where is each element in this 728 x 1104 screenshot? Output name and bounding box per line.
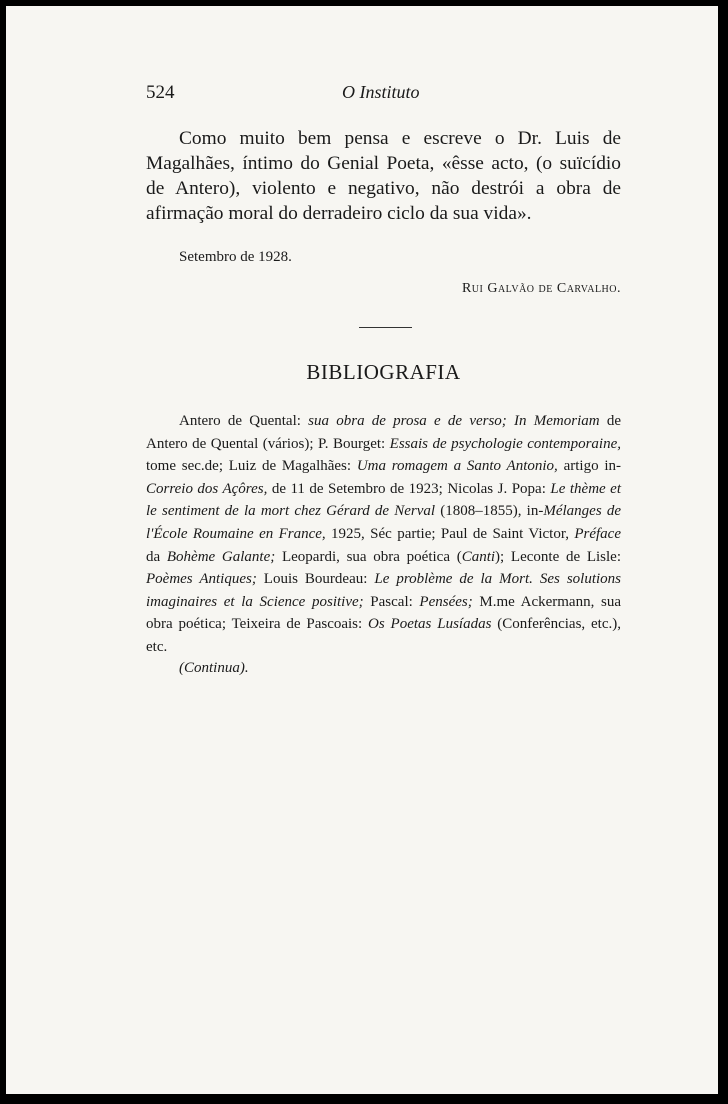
biblio-title: Poèmes Antiques; <box>146 571 257 588</box>
biblio-title: Correio dos Açôres, <box>146 480 268 497</box>
section-divider <box>359 327 412 328</box>
biblio-text: de 11 de Setembro de 1923; Nicolas J. Popa: <box>267 480 551 497</box>
biblio-text: 1925, Séc partie; Paul de Saint Victor, <box>325 525 575 542</box>
closing-paragraph: Como muito bem pensa e escreve o Dr. Luis de Magalhães, íntimo do Genial Poeta, «êsse acto, (o suïcídio de Antero), violento e negativo, não destrói a obra de afirmação moral do derradeiro ciclo da sua vida». <box>146 128 621 224</box>
biblio-text: Louis Bourdeau: <box>256 571 375 588</box>
biblio-text: de Antero de Quental (vários); P. Bourget: <box>146 413 621 452</box>
biblio-title: Pensées; <box>419 593 473 610</box>
biblio-text: da <box>146 548 167 565</box>
continuation-note: (Continua). <box>179 660 249 676</box>
running-head <box>146 82 621 106</box>
journal-title: O Instituto <box>342 82 420 102</box>
biblio-text: M.me Ackermann, sua obra poética; Teixeira de Pascoais: <box>146 593 621 633</box>
biblio-title: Préface <box>574 525 621 542</box>
biblio-title: Os Poetas Lusíadas <box>368 616 492 633</box>
page-number: 524 <box>146 82 175 103</box>
biblio-title: Canti <box>461 548 496 565</box>
biblio-text: artigo in- <box>557 458 621 475</box>
biblio-text: Antero de Quental: <box>179 413 309 429</box>
biblio-title: Bohème Galante; <box>166 548 276 565</box>
biblio-title: Essais de psychologie contemporaine, <box>389 435 621 452</box>
biblio-title: Mélanges de l'École Roumaine en France, <box>146 503 621 542</box>
date-line: Setembro de 1928. <box>179 249 292 265</box>
book-page <box>6 6 718 1094</box>
biblio-text: Leopardi, sua obra poética ( <box>275 548 462 565</box>
author-signature: Rui Galvão de Carvalho. <box>461 281 621 296</box>
biblio-title: Uma romagem a Santo Antonio, <box>356 458 558 475</box>
biblio-title: Le problème de la Mort. Ses solutions imaginaires et la Science positive; <box>146 571 621 610</box>
biblio-title: Le thème et le sentiment de la mort chez Gérard de Nerval <box>146 480 621 520</box>
bibliography-paragraph <box>146 410 621 659</box>
biblio-text: (1808–1855), in- <box>435 503 544 520</box>
biblio-text: (Conferências, etc.), etc. <box>146 616 621 655</box>
section-heading: BIBLIOGRAFIA <box>306 360 461 384</box>
biblio-text: Pascal: <box>363 593 420 610</box>
biblio-title: sua obra de prosa e de verso; In Memoriam <box>308 413 600 429</box>
biblio-text: tome sec.de; Luiz de Magalhães: <box>146 458 357 475</box>
biblio-text: ); Leconte de Lisle: <box>495 548 621 565</box>
